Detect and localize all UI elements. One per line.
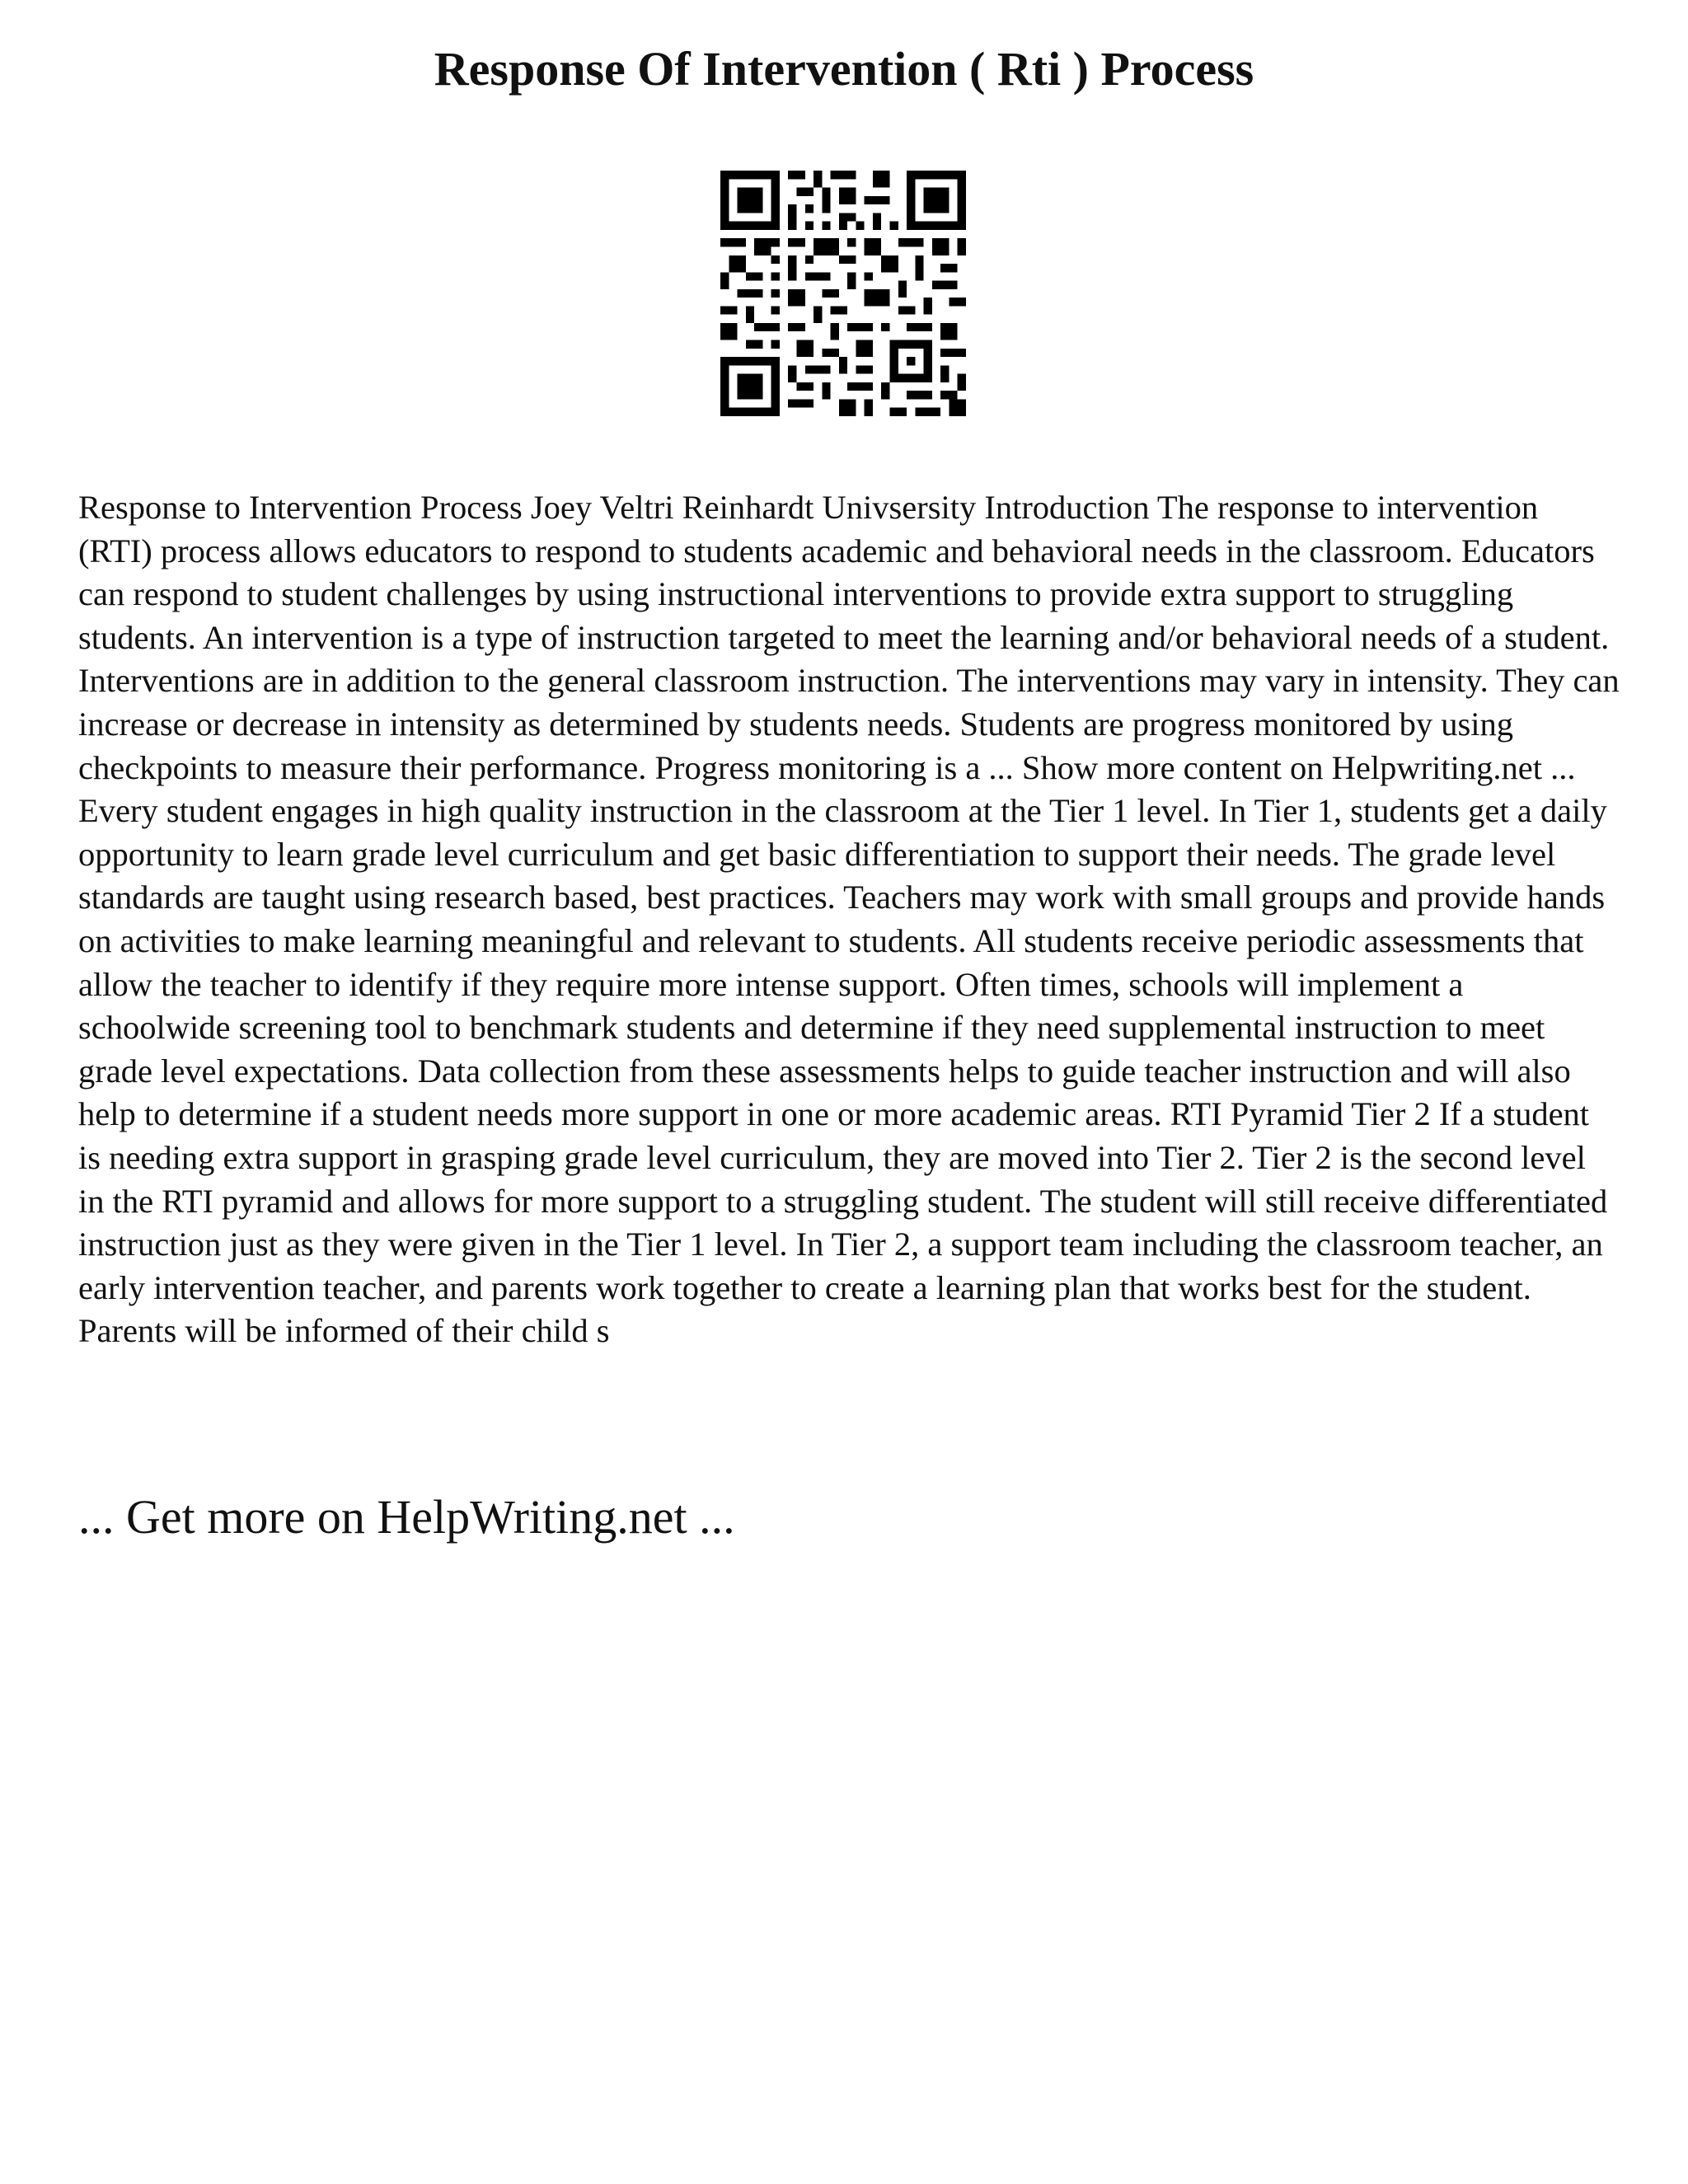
article-body: Response to Intervention Process Joey Veltri Reinhardt Univsersity Introduction The response to intervention (RTI) process allows educators to respond to students academic and behavioral needs in the classroom. Educators can respond to student challenges by using instructional interventions to provide extra support to struggling students. An intervention is a type of instruction targeted to meet the learning and/or behavioral needs of a student. Interventions are in addition to the general classroom instruction. The interventions may vary in intensity. They can increase or decrease in intensity as determined by students needs. Students are progress monitored by using checkpoints to measure their performance. Progress monitoring is a ... Show more content on Helpwriting.net ... Every student engages in high quality instruction in the classroom at the Tier 1 level. In Tier 1, students get a daily opportunity to learn grade level curriculum and get basic differentiation to support their needs. The grade level standards are taught using research based, best practices. Teachers may work with small groups and provide hands on activities to make learning meaningful and relevant to students. All students receive periodic assessments that allow the teacher to identify if they require more intense support. Often times, schools will implement a schoolwide screening tool to benchmark students and determine if they need supplemental instruction to meet grade level expectations. Data collection from these assessments helps to guide teacher instruction and will also help to determine if a student needs more support in one or more academic areas. RTI Pyramid Tier 2 If a student is needing extra support in grasping grade level curriculum, they are moved into Tier 2. Tier 2 is the second level in the RTI pyramid and allows for more support to a struggling student. The student will still receive differentiated instruction just as they were given in the Tier 1 level. In Tier 2, a support team including the classroom teacher, an early intervention teacher, and parents work together to create a learning plan that works best for the student. Parents will be informed of their child s <box>78 489 1620 1350</box>
get-more-link[interactable]: ... Get more on HelpWriting.net ... <box>78 1490 735 1544</box>
qr-code-icon <box>720 171 966 416</box>
page-title: Response Of Intervention ( Rti ) Process <box>434 42 1254 96</box>
